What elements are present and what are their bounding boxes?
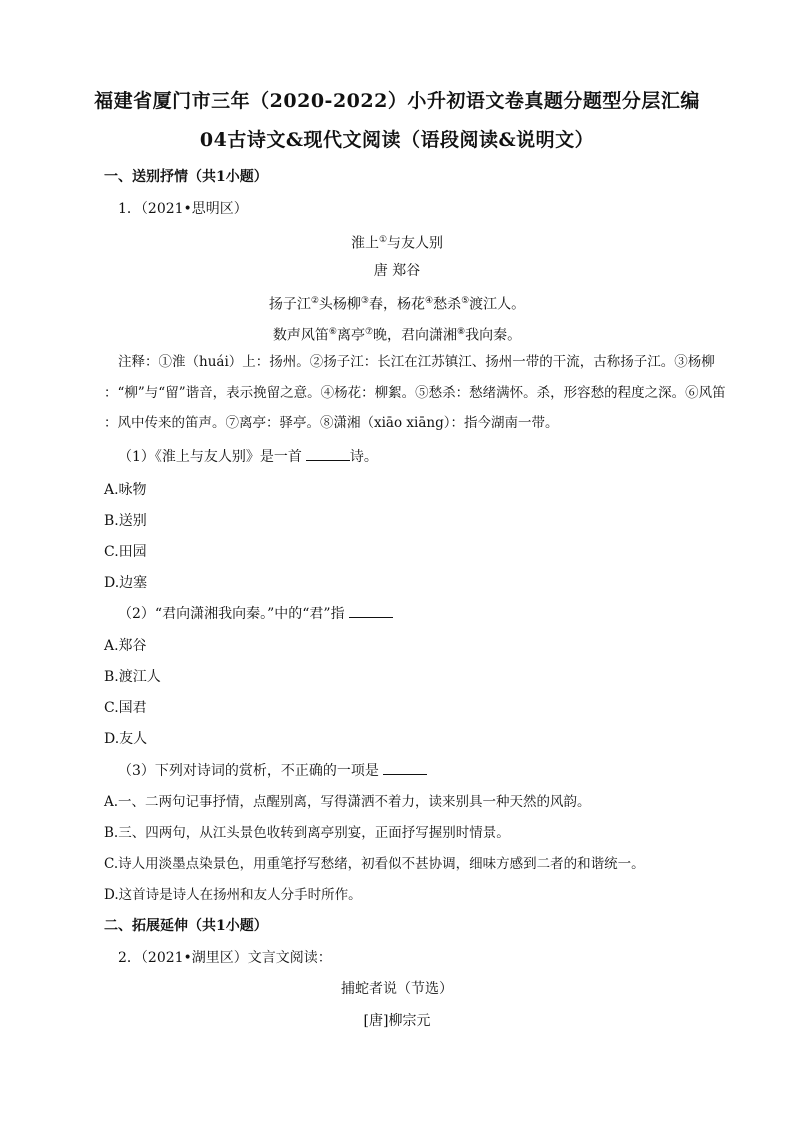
sub-question-1: （1）《淮上与友人别》是一首 诗。 [118,449,378,465]
option-3a: A.一、二两句记事抒情，点醒别离，写得潇洒不着力，读来别具一种天然的风韵。 [104,794,591,810]
section-heading-1: 一、送别抒情（共1小题） [104,169,268,185]
question-1-label: 1．（2021•思明区） [118,201,248,217]
classical-text-author: [唐]柳宗元 [363,1013,431,1029]
answer-blank[interactable] [383,761,427,775]
sub-question-3: （3）下列对诗词的赏析，不正确的一项是 [118,761,427,781]
classical-text-title: 捕蛇者说（节选） [341,981,453,997]
annotation-line-3: ：风中传来的笛声。⑦离亭：驿亭。⑧潇湘（xiāo xiāng）：指今湖南一带。 [104,415,559,431]
option-3d: D.这首诗是诗人在扬州和友人分手时所作。 [104,887,362,903]
sub-question-2: （2）“君向潇湘我向秦。”中的“君”指 [118,604,393,624]
poem-line-2: 数声风笛⑥离亭⑦晚，君向潇湘⑧我向秦。 [272,327,522,344]
annotation-line-2: ：“柳”与“留”谐音，表示挽留之意。④杨花：柳絮。⑤愁杀：愁绪满怀。杀，形容愁的程度之深。⑥风笛 [104,385,726,401]
poem-title: 淮上①与友人别 [350,235,444,252]
option-2a: A.郑谷 [104,638,147,654]
option-2d: D.友人 [104,731,148,747]
option-3c: C.诗人用淡墨点染景色，用重笔抒写愁绪，初看似不甚协调，细味方感到二者的和谐统一。 [104,856,645,872]
poem-author: 唐 郑谷 [373,263,421,279]
poem-line-1: 扬子江②头杨柳③春，杨花④愁杀⑤渡江人。 [268,296,526,313]
document-title-line2: 04古诗文&现代文阅读（语段阅读&说明文） [199,129,595,151]
annotation-line-1: 注释：①淮（huái）上：扬州。②扬子江：长江在江苏镇江、扬州一带的干流，古称扬子江。③杨柳 [118,354,715,370]
option-1a: A.咏物 [104,482,147,498]
answer-blank[interactable] [306,447,350,461]
option-1c: C.田园 [104,544,147,560]
question-2-label: 2．（2021•湖里区）文言文阅读： [118,950,332,966]
document-title-line1: 福建省厦门市三年（2020-2022）小升初语文卷真题分题型分层汇编 [94,90,700,112]
option-2b: B.渡江人 [104,669,161,685]
option-1d: D.边塞 [104,575,148,591]
option-3b: B.三、四两句，从江头景色收转到离亭别宴，正面抒写握别时情景。 [104,825,510,841]
option-2c: C.国君 [104,700,147,716]
section-heading-2: 二、拓展延伸（共1小题） [104,918,268,934]
answer-blank[interactable] [349,604,393,618]
option-1b: B.送别 [104,513,147,529]
